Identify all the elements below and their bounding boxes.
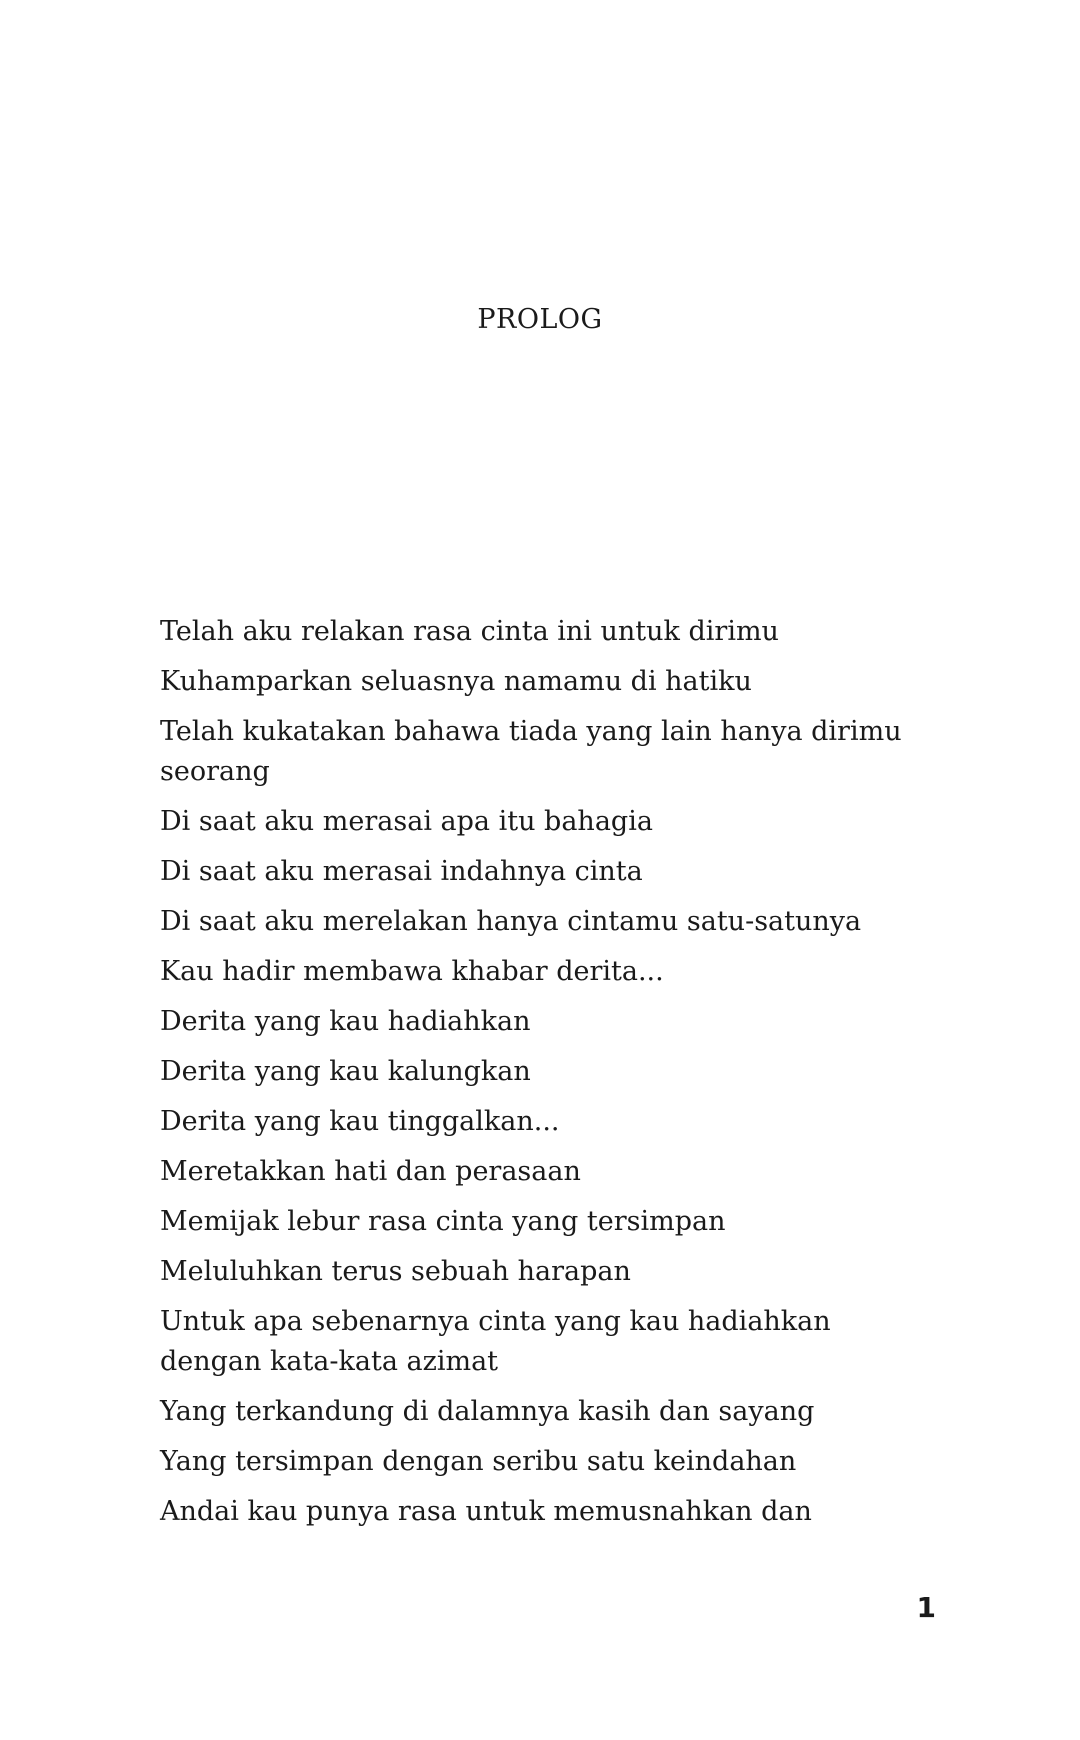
- poem-line: Yang tersimpan dengan seribu satu keindahan: [160, 1446, 797, 1477]
- poem-line: Untuk apa sebenarnya cinta yang kau hadiahkan dengan kata-kata azimat: [160, 1306, 831, 1377]
- poem-line: Di saat aku merelakan hanya cintamu satu-satunya: [160, 906, 862, 937]
- poem-line: Memijak lebur rasa cinta yang tersimpan: [160, 1206, 726, 1237]
- poem-line: Telah aku relakan rasa cinta ini untuk dirimu: [160, 616, 779, 647]
- poem-line: Derita yang kau kalungkan: [160, 1056, 531, 1087]
- chapter-title: PROLOG: [477, 304, 603, 335]
- poem-line: Derita yang kau hadiahkan: [160, 1006, 531, 1037]
- poem-line: Kau hadir membawa khabar derita...: [160, 956, 664, 987]
- poem-line: Meretakkan hati dan perasaan: [160, 1156, 581, 1187]
- poem-line: Derita yang kau tinggalkan...: [160, 1106, 560, 1137]
- page-number: 1: [916, 1591, 936, 1624]
- poem-line: Meluluhkan terus sebuah harapan: [160, 1256, 631, 1287]
- poem-line: Yang terkandung di dalamnya kasih dan sayang: [160, 1396, 815, 1427]
- poem-line: Kuhamparkan seluasnya namamu di hatiku: [160, 666, 752, 697]
- poem-line: Andai kau punya rasa untuk memusnahkan dan: [160, 1496, 812, 1527]
- poem-line: Telah kukatakan bahawa tiada yang lain hanya dirimu seorang: [160, 716, 902, 787]
- poem-line: Di saat aku merasai apa itu bahagia: [160, 806, 653, 837]
- poem-line: Di saat aku merasai indahnya cinta: [160, 856, 643, 887]
- poem-text: [160, 612, 920, 1542]
